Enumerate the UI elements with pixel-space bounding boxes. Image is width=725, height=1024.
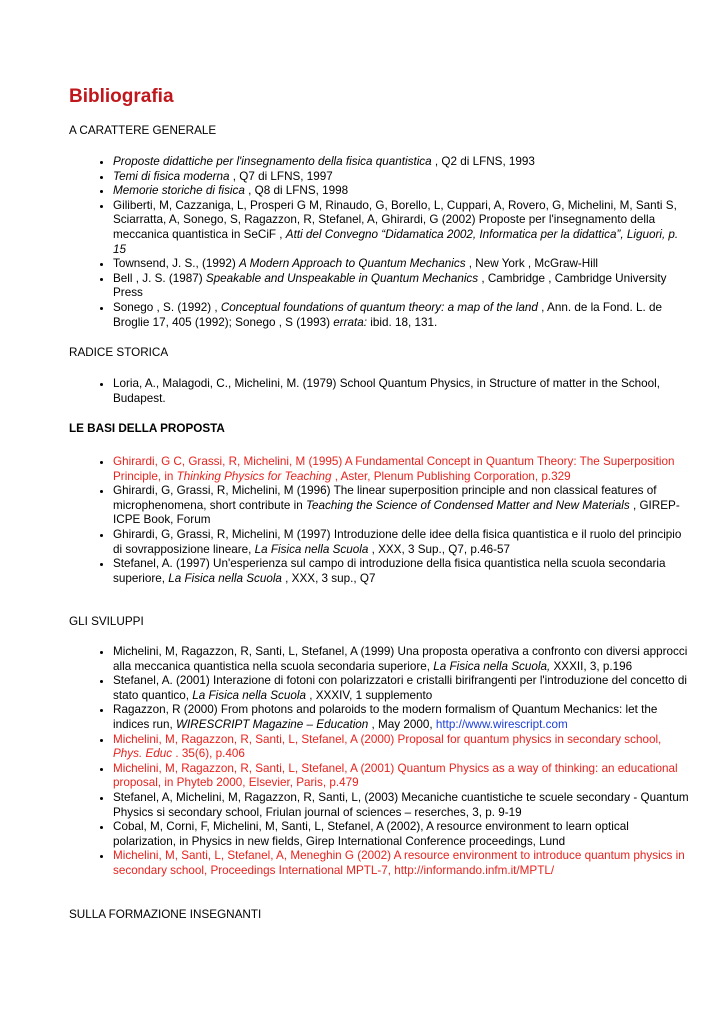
bib-entry (113, 184, 693, 199)
bib-entry-text: , Cambridge , Cambridge University Press (113, 271, 667, 300)
bib-entry (113, 820, 693, 849)
bib-entry (113, 257, 693, 272)
bib-entry-italic-text: Teaching the Science of Condensed Matter and New Materials (305, 498, 630, 512)
bib-entry-text: Michelini, M, Ragazzon, R, Santi, L, Stefanel, A (2001) Quantum Physics as a way of thinking: an educational proposal, in Phyteb 2000, Elsevier, Paris, p.479 (113, 761, 678, 790)
bib-entry-italic-text: La Fisica nella Scuola (254, 542, 369, 556)
section-heading-general: A CARATTERE GENERALE (69, 124, 217, 137)
bib-entry-text: , XXX, 3 sup., Q7 (281, 571, 376, 585)
bib-entry-text: XXXII, 3, p.196 (550, 659, 633, 673)
bib-entry-text: ibid. 18, 131. (367, 315, 438, 329)
bib-entry-text: , May 2000, (368, 717, 436, 731)
section-heading-developments: GLI SVILUPPI (69, 615, 144, 628)
bib-entry-text: Michelini, M, Ragazzon, R, Santi, L, Stefanel, A (2000) Proposal for quantum physics in secondary school, (113, 732, 662, 746)
bib-list-proposal-basis (85, 455, 693, 586)
bib-entry (113, 170, 693, 185)
bib-entry-text: Michelini, M, Santi, L, Stefanel, A, Meneghin G (2002) A resource environment to introduce quantum physics in secondary school, Proceedings International MPTL-7, http://informando.infm.it/MPTL/ (113, 849, 685, 877)
bib-entry-text: , XXX, 3 Sup., Q7, p.46-57 (368, 542, 510, 556)
bib-entry-text: , Q2 di LFNS, 1993 (431, 155, 535, 168)
bib-entry-text: , Q7 di LFNS, 1997 (229, 169, 333, 183)
bib-entry (113, 199, 693, 257)
bib-entry (113, 272, 693, 301)
bib-entry (113, 557, 693, 586)
bib-entry (113, 377, 693, 406)
bib-entry-italic-text: Thinking Physics for Teaching (176, 469, 332, 483)
bib-entry-text: Ghirardi, G, Grassi, R, Michelini, M (1997) Introduzione delle idee della fisica quantistica e il ruolo del principio di sovrapposizione lineare, (113, 527, 682, 556)
bib-entry-text: Sonego , S. (1992) , (113, 300, 221, 314)
bib-list-historical-root (85, 377, 693, 406)
page-title: Bibliografia (69, 86, 174, 107)
section-heading-historical-root: RADICE STORICA (69, 346, 169, 359)
bib-entry-text: Ghirardi, G C, Grassi, R, Michelini, M (1995) A Fundamental Concept in Quantum Theory: The Superposition Principle, in (113, 455, 675, 483)
bib-entry-text: , Ann. de la Fond. L. de Broglie 17, 405 (1992); Sonego , S (1993) (113, 300, 663, 329)
bib-entry-italic-text: La Fisica nella Scuola, (433, 659, 551, 673)
bib-entry (113, 849, 693, 878)
bib-entry-italic-text: Conceptual foundations of quantum theory: a map of the land (220, 300, 538, 314)
bib-entry-text: Cobal, M, Corni, F, Michelini, M, Santi, L, Stefanel, A (2002), A resource environment to learn optical polarization, in Physics in new fields, Girep International Conference proceedings, Lund (113, 820, 629, 848)
bib-entry-italic-text: La Fisica nella Scuola (192, 688, 306, 702)
bib-entry-italic-text: errata: (333, 315, 368, 329)
bib-entry (113, 645, 693, 674)
bib-entry-text: Michelini, M, Ragazzon, R, Santi, L, Stefanel, A (1999) Una proposta operativa a confronto con diversi approcci alla meccanica quantistica nella scuola secondaria superiore, (113, 645, 688, 673)
bib-entry-text: Bell , J. S. (1987) (113, 271, 206, 285)
bib-entry (113, 528, 693, 557)
bib-entry-text: Stefanel, A. (2001) Interazione di fotoni con polarizzatori e cristalli birifrangenti per l'introduzione del concetto di stato quantico, (113, 674, 687, 702)
bib-entry-text: . 35(6), p.406 (172, 747, 245, 761)
bib-entry-italic-text: Proposte didattiche per l'insegnamento della fisica quantistica (113, 155, 432, 168)
bib-entry (113, 155, 693, 170)
bib-entry-text: Loria, A., Malagodi, C., Michelini, M. (1979) School Quantum Physics, in Structure of matter in the School, Budapest. (113, 377, 660, 405)
bib-entry (113, 703, 693, 732)
bib-entry (113, 733, 693, 762)
bib-entry-italic-text: Memorie storiche di fisica (113, 184, 245, 198)
bib-entry-link[interactable]: http://www.wirescript.com (435, 717, 568, 731)
bib-entry-text: Stefanel, A. (1997) Un'esperienza sul campo di introduzione della fisica quantistica nella scuola secondaria superiore, (113, 557, 666, 585)
bib-entry (113, 762, 693, 791)
bib-entry (113, 791, 693, 820)
bib-entry-italic-text: Atti del Convegno “Didamatica 2002, Informatica per la didattica”, Liguori, p. 15 (113, 227, 679, 256)
bib-entry-italic-text: Speakable and Unspeakable in Quantum Mechanics (205, 271, 479, 285)
bib-entry-text: Stefanel, A, Michelini, M, Ragazzon, R, Santi, L, (2003) Mecaniche cuantistiche te scuele secondary - Quantum Physics si secondary school, Friulan journal of sciences – reserches, 3, p. 9-19 (113, 790, 689, 819)
bib-entry (113, 455, 693, 484)
bib-entry-text: Ghirardi, G, Grassi, R, Michelini, M (1996) The linear superposition principle and non classical features of microphenomena, short contribute in (113, 484, 657, 512)
bib-entry-text: , XXXIV, 1 supplemento (305, 688, 433, 702)
bib-entry-text: , GIREP-ICPE Book, Forum (113, 498, 680, 527)
section-heading-proposal-basis: LE BASI DELLA PROPOSTA (69, 422, 225, 435)
bib-entry-text: , Aster, Plenum Publishing Corporation, p.329 (331, 469, 571, 483)
bib-entry (113, 674, 693, 703)
bib-entry-italic-text: La Fisica nella Scuola (168, 571, 282, 585)
bib-entry-italic-text: Temi di fisica moderna (113, 169, 230, 183)
bib-entry-italic-text: WIRESCRIPT Magazine – Education (176, 717, 369, 731)
bib-entry-text: , New York , McGraw-Hill (465, 257, 599, 271)
bib-entry (113, 301, 693, 330)
bib-entry-text: Ragazzon, R (2000) From photons and polaroids to the modern formalism of Quantum Mechanics: let the indices run, (113, 703, 658, 731)
bib-entry (113, 484, 693, 528)
section-heading-teacher-training: SULLA FORMAZIONE INSEGNANTI (69, 908, 262, 921)
bib-entry-text: Giliberti, M, Cazzaniga, L, Prosperi G M, Rinaudo, G, Borello, L, Cuppari, A, Rovero, G, Michelini, M, Santi S, Sciarratta, A, Sonego, S, Ragazzon, R, Stefanel, A, Ghirardi, G (2002) Proposte per l'insegnamento della meccanica quantistica in SeCiF , (113, 198, 677, 241)
bib-entry-italic-text: A Modern Approach to Quantum Mechanics (239, 257, 466, 271)
bib-entry-text: Townsend, J. S., (1992) (113, 257, 240, 271)
bib-entry-italic-text: Phys. Educ (113, 747, 173, 761)
bib-entry-text: , Q8 di LFNS, 1998 (244, 184, 349, 198)
bib-list-general (85, 155, 693, 330)
bib-list-developments (85, 645, 693, 879)
